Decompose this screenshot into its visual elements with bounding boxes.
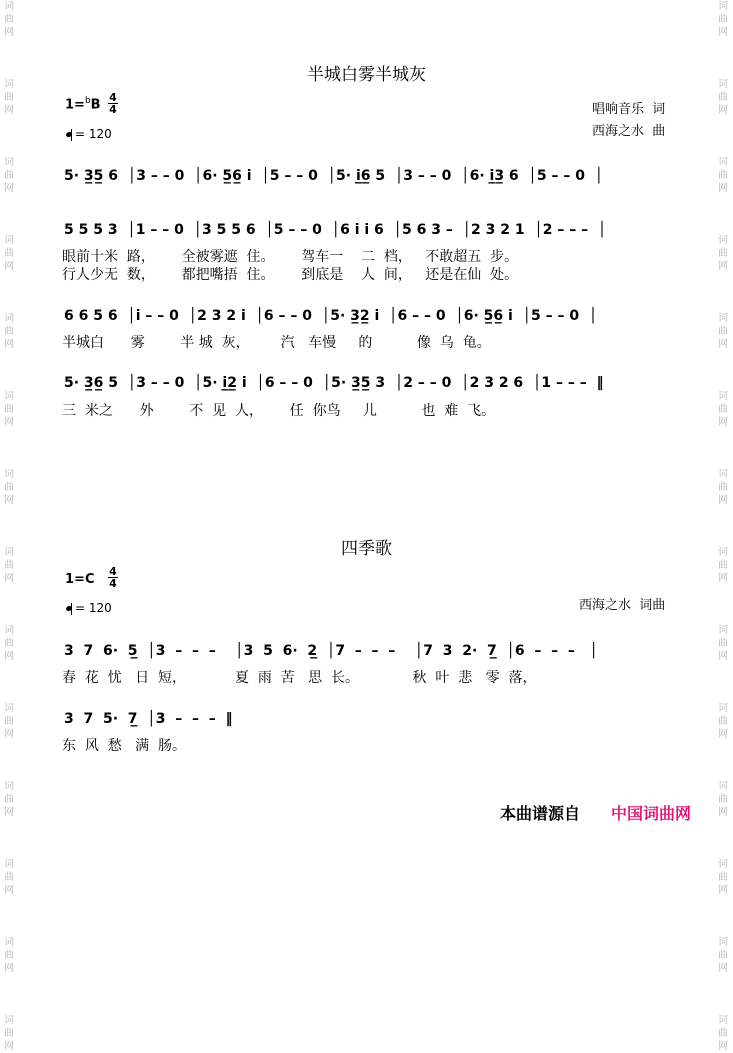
song2-key: 1=C <box>65 572 95 587</box>
watermark-left: 词 曲 网 词 曲 网 词 曲 网 词 曲 网 词 曲 网 词 曲 网 词 曲 网 词 曲 网 词 曲 网 词 曲 网 词 曲 网 词 曲 网 词 曲 网 词 曲 网 <box>4 1 14 1052</box>
song2-title: 四季歌 <box>341 539 392 559</box>
source-site-link[interactable]: 中国词曲网 <box>611 804 692 823</box>
song1-credit-music: 西海之水 曲 <box>592 124 666 139</box>
song2-line2-notes: 3 7 5· 7̲ │3 – – – ‖ <box>64 711 233 727</box>
song2-line2-lyrics: 东 风 愁 满 肠。 <box>62 738 187 754</box>
watermark-right: 词 曲 网 词 曲 网 词 曲 网 词 曲 网 词 曲 网 词 曲 网 词 曲 网 词 曲 网 词 曲 网 词 曲 网 词 曲 网 词 曲 网 词 曲 网 词 曲 网 <box>718 1 728 1052</box>
song1-line4-lyrics: 三 米之 外 不 见 人， 任 你鸟 儿 也 难 飞。 <box>62 403 496 419</box>
song1-tempo: = 120 <box>66 127 112 141</box>
song1-time-signature: 4 4 <box>109 91 117 116</box>
source-label: 本曲谱源自 <box>500 804 581 823</box>
song1-line2-lyrics-verse1: 眼前十米 路， 全被雾遮 住。 驾车一 二 档， 不敢超五 步。 <box>62 249 519 265</box>
song2-credit: 西海之水 词曲 <box>579 598 666 613</box>
song1-line2-notes: 5 5 5 3 │1 – – 0 │3 5 5 6 │5 – – 0 │6 i i 6 │5 6 3 – │2 3 2 1 │2 – – – │ <box>64 222 607 238</box>
flat-sign: b <box>84 96 91 106</box>
song1-line2-lyrics-verse2: 行人少无 数， 都把嘴捂 住。 到底是 人 间， 还是在仙 处。 <box>62 267 519 283</box>
song1-line3-lyrics: 半城白 雾 半 城 灰， 汽 车慢 的 像 乌 龟。 <box>62 335 491 351</box>
song1-key: 1=$^b$B <box>65 96 101 113</box>
song1-title: 半城白雾半城灰 <box>307 65 426 85</box>
song2-tempo: = 120 <box>66 601 112 615</box>
song2-line1-lyrics: 春 花 忧 日 短， 夏 雨 苦 思 长。 秋 叶 悲 零 落， <box>62 670 537 686</box>
song1-credit-lyrics: 唱响音乐 词 <box>592 102 666 117</box>
song1-line3-notes: 6 6 5 6 │i – – 0 │2 3 2 i │6 – – 0 │5· 3̲2̲ i │6 – – 0 │6· 5̲6̲ i │5 – – 0 │ <box>64 308 598 324</box>
song1-line1-notes: 5· 3̲5̲ 6 │3 – – 0 │6· 5̲6̲ i │5 – – 0 │5· i̲6̲ 5 │3 – – 0 │6· i̲3̲ 6 │5 – – 0 │ <box>64 168 604 184</box>
song2-line1-notes: 3 7 6· 5̲ │3 – – – │3 5 6· 2̲ │7 – – – │7 3 2· 7̲ │6 – – – │ <box>64 643 598 659</box>
song2-time-signature: 4 4 <box>109 565 117 590</box>
song1-line4-notes: 5· 3̲6̲ 5 │3 – – 0 │5· i̲2̲ i │6 – – 0 │5· 3̲5̲ 3 │2 – – 0 │2 3 2 6 │1 – – – ‖ <box>64 375 604 391</box>
